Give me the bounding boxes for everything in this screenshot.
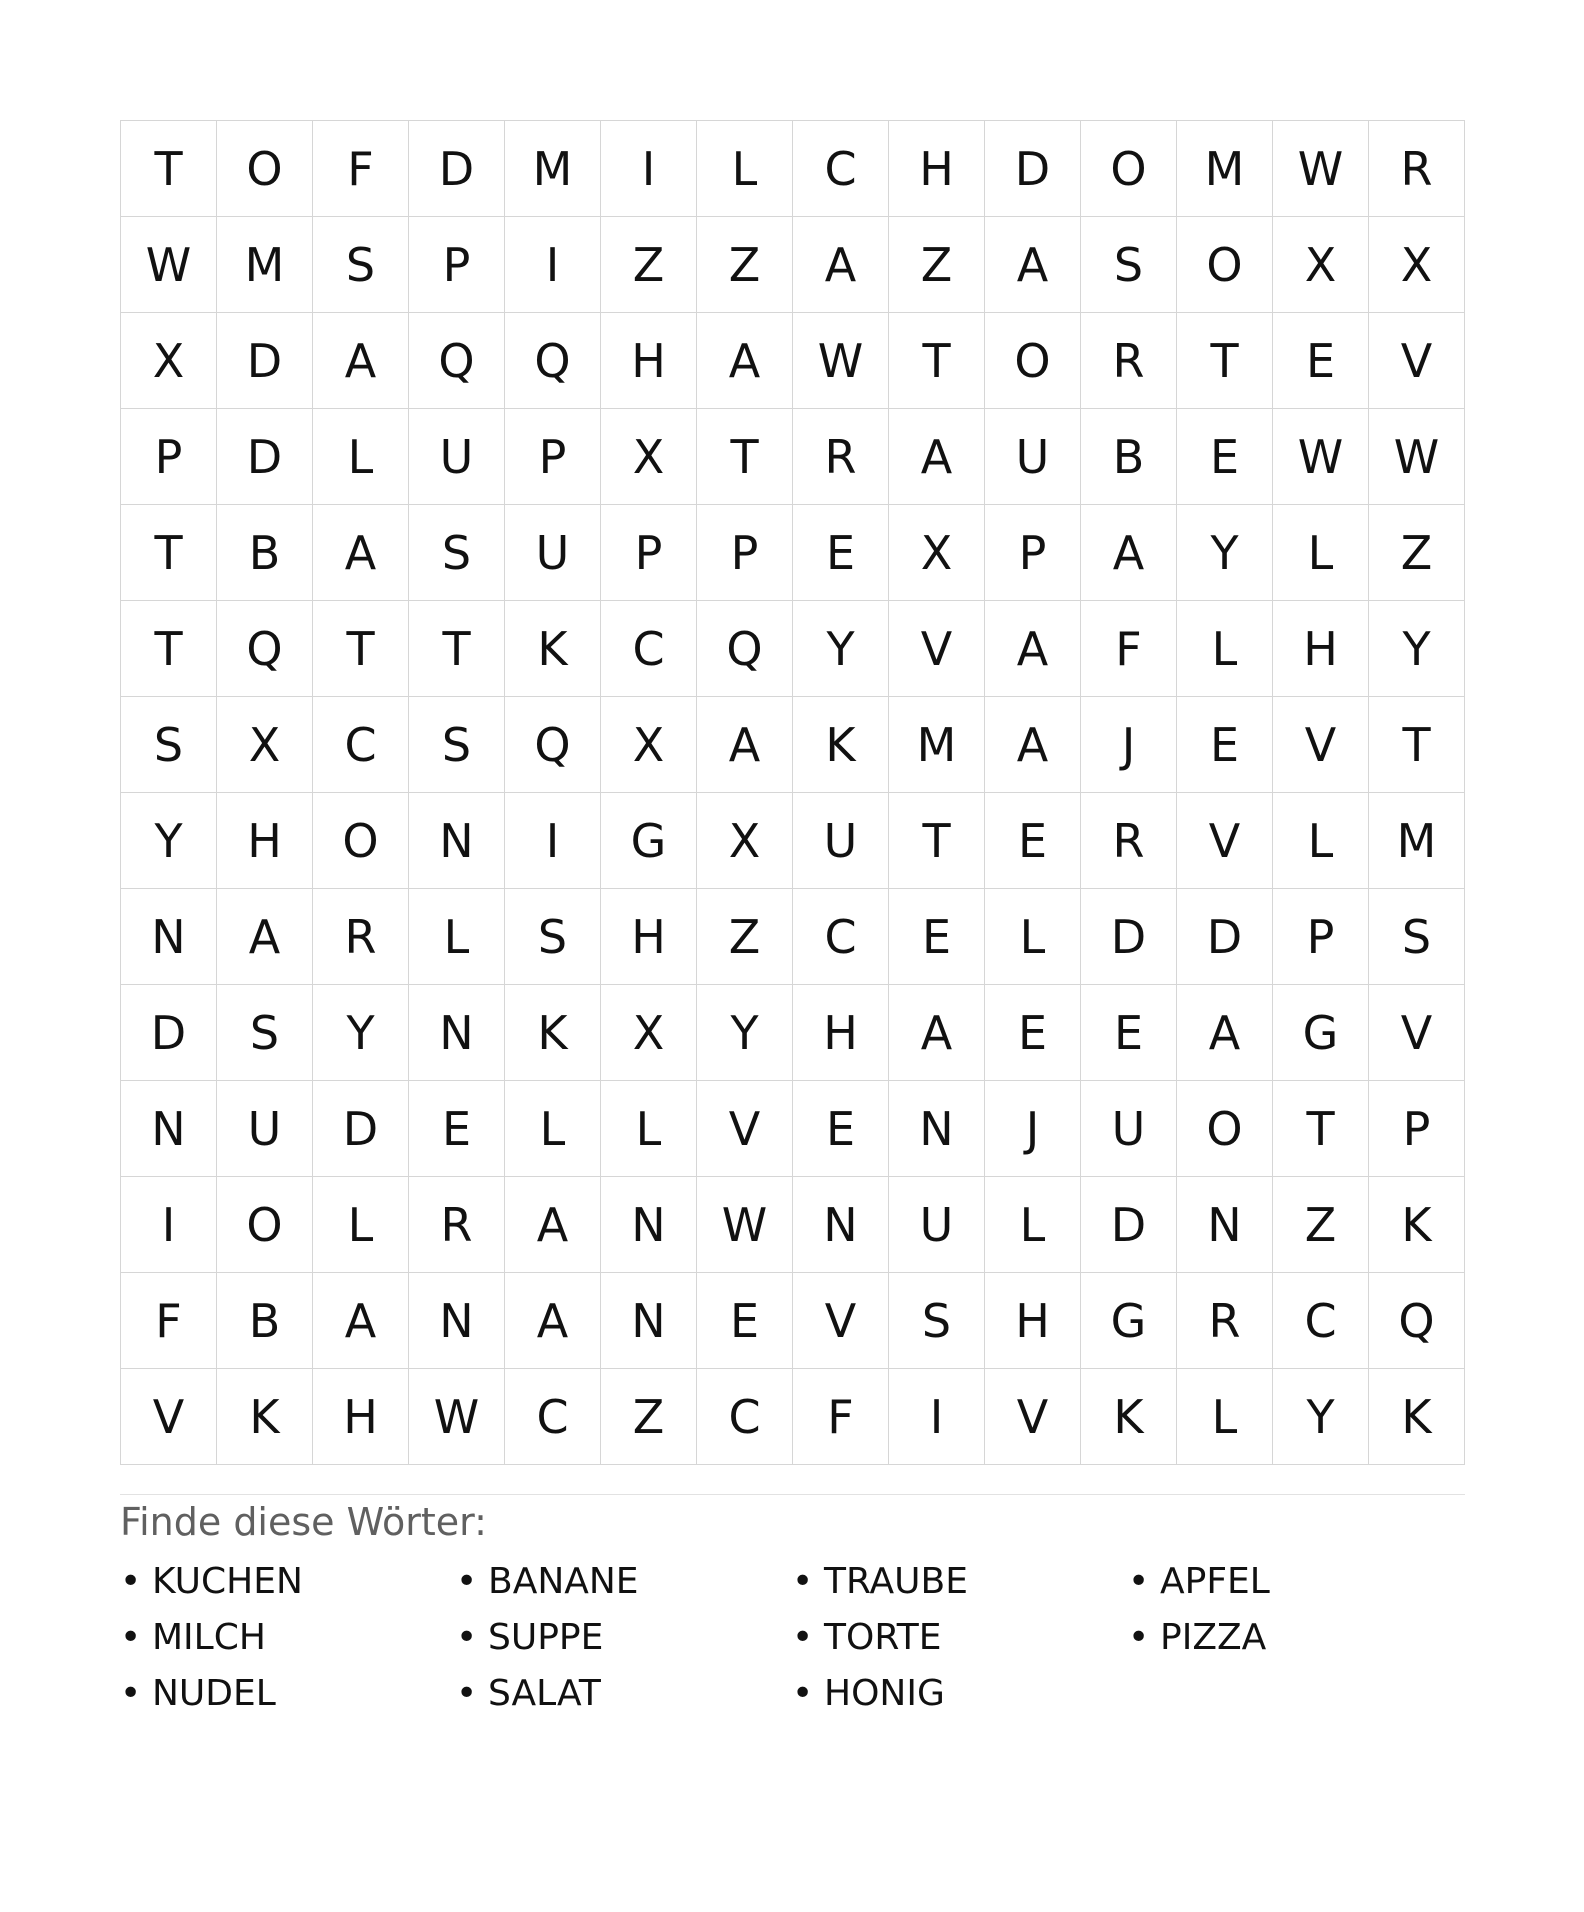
word-list-item: [456, 1560, 792, 1616]
grid-cell[interactable]: V: [121, 1369, 217, 1465]
word-list-item: [120, 1616, 456, 1672]
grid-cell[interactable]: A: [505, 1273, 601, 1369]
grid-cell[interactable]: G: [1273, 985, 1369, 1081]
grid-cell[interactable]: L: [409, 889, 505, 985]
bullet-icon: •: [1128, 1561, 1150, 1602]
word-label: MILCH: [152, 1617, 266, 1658]
grid-cell[interactable]: N: [793, 1177, 889, 1273]
grid-cell[interactable]: Y: [697, 985, 793, 1081]
grid-cell[interactable]: X: [217, 697, 313, 793]
word-label: NUDEL: [152, 1673, 276, 1714]
grid-cell[interactable]: Y: [1369, 601, 1465, 697]
grid-cell[interactable]: I: [889, 1369, 985, 1465]
grid-cell[interactable]: D: [217, 313, 313, 409]
grid-cell[interactable]: W: [1369, 409, 1465, 505]
grid-cell[interactable]: P: [601, 505, 697, 601]
grid-cell[interactable]: Q: [217, 601, 313, 697]
grid-cell[interactable]: D: [217, 409, 313, 505]
grid-cell[interactable]: T: [1369, 697, 1465, 793]
grid-cell[interactable]: P: [1273, 889, 1369, 985]
grid-cell[interactable]: R: [313, 889, 409, 985]
grid-cell[interactable]: O: [1177, 1081, 1273, 1177]
grid-cell[interactable]: A: [505, 1177, 601, 1273]
grid-cell[interactable]: T: [121, 121, 217, 217]
word-list-item: [792, 1560, 1128, 1616]
grid-cell[interactable]: O: [217, 1177, 313, 1273]
grid-cell[interactable]: A: [697, 313, 793, 409]
grid-cell[interactable]: N: [601, 1273, 697, 1369]
grid-cell[interactable]: L: [1177, 601, 1273, 697]
grid-cell[interactable]: C: [505, 1369, 601, 1465]
grid-cell[interactable]: N: [409, 985, 505, 1081]
word-list-item: [792, 1672, 1128, 1728]
grid-cell[interactable]: P: [505, 409, 601, 505]
grid-cell[interactable]: T: [313, 601, 409, 697]
grid-cell[interactable]: U: [985, 409, 1081, 505]
grid-cell[interactable]: V: [1369, 313, 1465, 409]
grid-cell[interactable]: U: [793, 793, 889, 889]
grid-cell[interactable]: Q: [505, 697, 601, 793]
grid-cell[interactable]: Y: [793, 601, 889, 697]
grid-cell[interactable]: E: [985, 985, 1081, 1081]
grid-cell[interactable]: E: [793, 505, 889, 601]
grid-cell[interactable]: R: [1081, 313, 1177, 409]
grid-cell[interactable]: N: [409, 1273, 505, 1369]
grid-cell[interactable]: L: [313, 409, 409, 505]
grid-cell[interactable]: X: [1369, 217, 1465, 313]
grid-cell[interactable]: P: [1369, 1081, 1465, 1177]
grid-cell[interactable]: X: [889, 505, 985, 601]
grid-cell[interactable]: H: [313, 1369, 409, 1465]
grid-cell[interactable]: A: [889, 985, 985, 1081]
grid-cell[interactable]: R: [409, 1177, 505, 1273]
grid-cell[interactable]: R: [1177, 1273, 1273, 1369]
grid-cell[interactable]: G: [1081, 1273, 1177, 1369]
grid-cell[interactable]: H: [601, 889, 697, 985]
grid-cell[interactable]: L: [985, 889, 1081, 985]
grid-cell[interactable]: M: [1177, 121, 1273, 217]
word-list-title: Finde diese Wörter:: [120, 1500, 487, 1544]
grid-cell[interactable]: S: [1369, 889, 1465, 985]
grid-cell[interactable]: L: [697, 121, 793, 217]
grid-cell[interactable]: W: [1273, 121, 1369, 217]
grid-cell[interactable]: N: [1177, 1177, 1273, 1273]
grid-cell[interactable]: Q: [1369, 1273, 1465, 1369]
grid-cell[interactable]: Q: [697, 601, 793, 697]
grid-cell[interactable]: K: [505, 985, 601, 1081]
grid-cell[interactable]: F: [121, 1273, 217, 1369]
grid-cell[interactable]: X: [601, 697, 697, 793]
grid-cell[interactable]: V: [1273, 697, 1369, 793]
grid-cell[interactable]: N: [409, 793, 505, 889]
grid-cell[interactable]: S: [121, 697, 217, 793]
grid-cell[interactable]: X: [1273, 217, 1369, 313]
grid-cell[interactable]: V: [697, 1081, 793, 1177]
grid-cell[interactable]: O: [313, 793, 409, 889]
word-label: TORTE: [824, 1617, 942, 1658]
grid-cell[interactable]: S: [889, 1273, 985, 1369]
grid-cell[interactable]: T: [121, 601, 217, 697]
grid-cell[interactable]: K: [1369, 1369, 1465, 1465]
grid-cell[interactable]: T: [697, 409, 793, 505]
grid-cell[interactable]: D: [121, 985, 217, 1081]
grid-cell[interactable]: T: [409, 601, 505, 697]
grid-cell[interactable]: V: [985, 1369, 1081, 1465]
grid-cell[interactable]: V: [1177, 793, 1273, 889]
grid-cell[interactable]: H: [601, 313, 697, 409]
grid-cell[interactable]: H: [985, 1273, 1081, 1369]
grid-cell[interactable]: N: [121, 1081, 217, 1177]
grid-cell[interactable]: J: [985, 1081, 1081, 1177]
grid-cell[interactable]: S: [313, 217, 409, 313]
grid-cell[interactable]: F: [1081, 601, 1177, 697]
grid-cell[interactable]: N: [601, 1177, 697, 1273]
word-list-item: [1128, 1560, 1464, 1616]
grid-cell[interactable]: H: [217, 793, 313, 889]
bullet-icon: •: [792, 1617, 814, 1658]
bullet-icon: •: [456, 1673, 478, 1714]
grid-cell[interactable]: T: [1273, 1081, 1369, 1177]
grid-cell[interactable]: T: [889, 793, 985, 889]
word-label: HONIG: [824, 1673, 945, 1714]
grid-cell[interactable]: I: [505, 793, 601, 889]
grid-cell[interactable]: M: [505, 121, 601, 217]
grid-cell[interactable]: Z: [1369, 505, 1465, 601]
grid-cell[interactable]: Z: [601, 217, 697, 313]
grid-cell[interactable]: D: [409, 121, 505, 217]
grid-cell[interactable]: Y: [1273, 1369, 1369, 1465]
word-label: BANANE: [488, 1561, 639, 1602]
grid-cell[interactable]: A: [985, 601, 1081, 697]
grid-cell[interactable]: N: [121, 889, 217, 985]
grid-cell[interactable]: T: [889, 313, 985, 409]
grid-cell[interactable]: M: [889, 697, 985, 793]
grid-cell[interactable]: C: [313, 697, 409, 793]
grid-cell[interactable]: L: [601, 1081, 697, 1177]
grid-cell[interactable]: Z: [1273, 1177, 1369, 1273]
grid-cell[interactable]: O: [1081, 121, 1177, 217]
grid-cell[interactable]: M: [1369, 793, 1465, 889]
grid-cell[interactable]: W: [697, 1177, 793, 1273]
grid-cell[interactable]: Q: [505, 313, 601, 409]
grid-cell[interactable]: S: [1081, 217, 1177, 313]
grid-cell[interactable]: E: [1273, 313, 1369, 409]
word-list-item: [456, 1616, 792, 1672]
grid-cell[interactable]: T: [1177, 313, 1273, 409]
grid-cell[interactable]: P: [409, 217, 505, 313]
grid-cell[interactable]: A: [1177, 985, 1273, 1081]
grid-cell[interactable]: V: [1369, 985, 1465, 1081]
word-list-item: [1128, 1616, 1464, 1672]
grid-cell[interactable]: A: [697, 697, 793, 793]
grid-cell[interactable]: Y: [1177, 505, 1273, 601]
grid-cell[interactable]: W: [793, 313, 889, 409]
grid-cell[interactable]: W: [409, 1369, 505, 1465]
grid-cell[interactable]: C: [1273, 1273, 1369, 1369]
grid-cell[interactable]: W: [1273, 409, 1369, 505]
grid-cell[interactable]: Z: [889, 217, 985, 313]
grid-cell[interactable]: S: [409, 505, 505, 601]
grid-cell[interactable]: A: [313, 313, 409, 409]
grid-cell[interactable]: L: [505, 1081, 601, 1177]
grid-cell[interactable]: H: [889, 121, 985, 217]
grid-cell[interactable]: E: [1177, 697, 1273, 793]
grid-cell[interactable]: B: [217, 505, 313, 601]
grid-cell[interactable]: B: [217, 1273, 313, 1369]
grid-cell[interactable]: I: [121, 1177, 217, 1273]
grid-cell[interactable]: A: [313, 505, 409, 601]
grid-cell[interactable]: A: [985, 697, 1081, 793]
word-list-item: [120, 1672, 456, 1728]
grid-cell[interactable]: E: [985, 793, 1081, 889]
grid-cell[interactable]: E: [793, 1081, 889, 1177]
grid-cell[interactable]: X: [601, 985, 697, 1081]
bullet-icon: •: [792, 1673, 814, 1714]
word-list-item: [792, 1616, 1128, 1672]
word-search-grid: [120, 120, 1465, 1465]
grid-cell[interactable]: X: [121, 313, 217, 409]
grid-cell[interactable]: K: [1369, 1177, 1465, 1273]
grid-cell[interactable]: U: [889, 1177, 985, 1273]
bullet-icon: •: [456, 1561, 478, 1602]
grid-cell[interactable]: E: [697, 1273, 793, 1369]
grid-cell[interactable]: Q: [409, 313, 505, 409]
grid-cell[interactable]: G: [601, 793, 697, 889]
grid-cell[interactable]: U: [217, 1081, 313, 1177]
grid-cell[interactable]: R: [793, 409, 889, 505]
grid-cell[interactable]: K: [793, 697, 889, 793]
grid-cell[interactable]: Z: [601, 1369, 697, 1465]
grid-cell[interactable]: L: [1177, 1369, 1273, 1465]
grid-cell[interactable]: D: [1177, 889, 1273, 985]
grid-cell[interactable]: Y: [121, 793, 217, 889]
grid-cell[interactable]: Z: [697, 889, 793, 985]
word-list-item: [456, 1672, 792, 1728]
grid-cell[interactable]: B: [1081, 409, 1177, 505]
grid-cell[interactable]: H: [1273, 601, 1369, 697]
grid-cell[interactable]: C: [697, 1369, 793, 1465]
grid-cell[interactable]: A: [985, 217, 1081, 313]
bullet-icon: •: [120, 1673, 142, 1714]
grid-cell[interactable]: H: [793, 985, 889, 1081]
grid-cell[interactable]: T: [121, 505, 217, 601]
grid-cell[interactable]: R: [1081, 793, 1177, 889]
word-label: SUPPE: [488, 1617, 604, 1658]
grid-cell[interactable]: L: [1273, 505, 1369, 601]
grid-cell[interactable]: D: [1081, 1177, 1177, 1273]
grid-cell[interactable]: Z: [697, 217, 793, 313]
grid-cell[interactable]: K: [1081, 1369, 1177, 1465]
grid-cell[interactable]: E: [889, 889, 985, 985]
grid-cell[interactable]: F: [313, 121, 409, 217]
grid-cell[interactable]: A: [1081, 505, 1177, 601]
grid-cell[interactable]: U: [409, 409, 505, 505]
divider: [120, 1494, 1465, 1495]
grid-cell[interactable]: E: [1081, 985, 1177, 1081]
word-label: KUCHEN: [152, 1561, 303, 1602]
grid-cell[interactable]: A: [889, 409, 985, 505]
grid-cell[interactable]: O: [1177, 217, 1273, 313]
grid-cell[interactable]: X: [697, 793, 793, 889]
grid-cell[interactable]: L: [1273, 793, 1369, 889]
word-label: TRAUBE: [824, 1561, 968, 1602]
bullet-icon: •: [1128, 1617, 1150, 1658]
bullet-icon: •: [120, 1617, 142, 1658]
word-label: SALAT: [488, 1673, 601, 1714]
grid-cell[interactable]: A: [793, 217, 889, 313]
grid-cell[interactable]: E: [1177, 409, 1273, 505]
grid-cell[interactable]: D: [313, 1081, 409, 1177]
grid-cell[interactable]: C: [793, 121, 889, 217]
grid-cell[interactable]: P: [121, 409, 217, 505]
grid-cell[interactable]: I: [505, 217, 601, 313]
grid-cell[interactable]: K: [217, 1369, 313, 1465]
grid-cell[interactable]: L: [313, 1177, 409, 1273]
grid-cell[interactable]: N: [889, 1081, 985, 1177]
grid-cell[interactable]: O: [217, 121, 313, 217]
grid-cell[interactable]: D: [1081, 889, 1177, 985]
grid-cell[interactable]: I: [601, 121, 697, 217]
grid-cell[interactable]: Y: [313, 985, 409, 1081]
grid-cell[interactable]: F: [793, 1369, 889, 1465]
grid-cell[interactable]: V: [793, 1273, 889, 1369]
grid-cell[interactable]: L: [985, 1177, 1081, 1273]
grid-cell[interactable]: S: [409, 697, 505, 793]
grid-cell[interactable]: D: [985, 121, 1081, 217]
grid-cell[interactable]: X: [601, 409, 697, 505]
grid-cell[interactable]: S: [217, 985, 313, 1081]
grid-cell[interactable]: S: [505, 889, 601, 985]
word-list: [120, 1560, 1465, 1728]
grid-cell[interactable]: V: [889, 601, 985, 697]
grid-cell[interactable]: O: [985, 313, 1081, 409]
grid-cell[interactable]: C: [601, 601, 697, 697]
bullet-icon: •: [456, 1617, 478, 1658]
grid-cell[interactable]: A: [313, 1273, 409, 1369]
grid-cell[interactable]: W: [121, 217, 217, 313]
grid-cell[interactable]: U: [505, 505, 601, 601]
grid-cell[interactable]: K: [505, 601, 601, 697]
grid-cell[interactable]: U: [1081, 1081, 1177, 1177]
word-label: APFEL: [1160, 1561, 1270, 1602]
grid-cell[interactable]: R: [1369, 121, 1465, 217]
grid-cell[interactable]: J: [1081, 697, 1177, 793]
word-label: PIZZA: [1160, 1617, 1267, 1658]
grid-cell[interactable]: M: [217, 217, 313, 313]
grid-cell[interactable]: P: [985, 505, 1081, 601]
grid-cell[interactable]: P: [697, 505, 793, 601]
bullet-icon: •: [120, 1561, 142, 1602]
word-list-item: [120, 1560, 456, 1616]
grid-cell[interactable]: C: [793, 889, 889, 985]
bullet-icon: •: [792, 1561, 814, 1602]
grid-cell[interactable]: E: [409, 1081, 505, 1177]
grid-cell[interactable]: A: [217, 889, 313, 985]
